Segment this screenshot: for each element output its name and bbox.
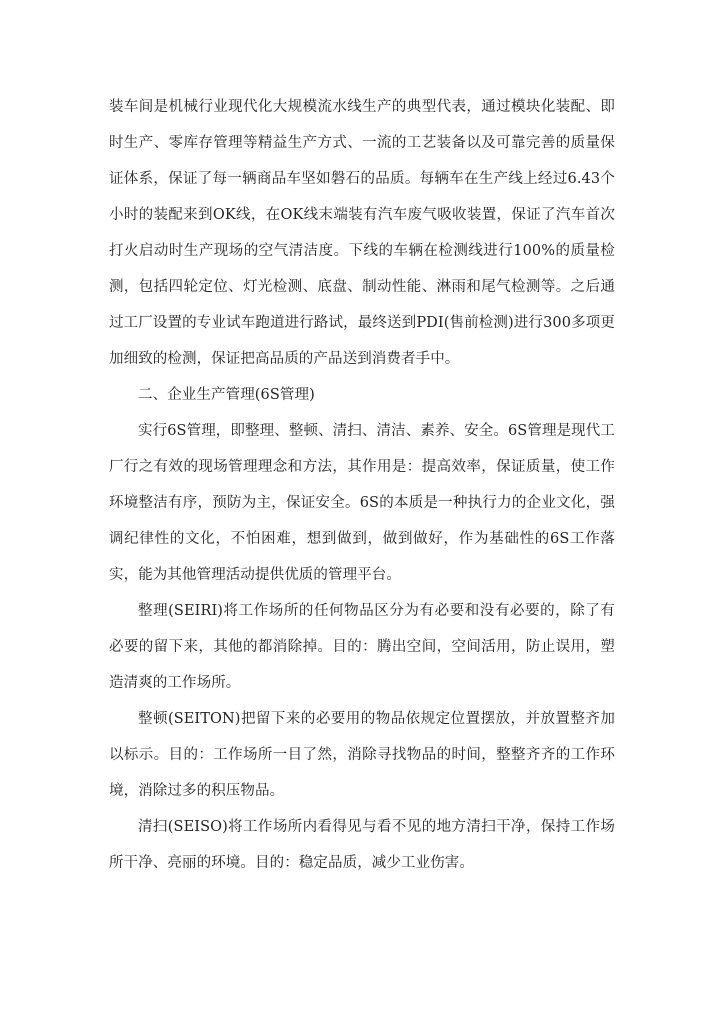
- paragraph-6s-overview: 实行6S管理，即整理、整顿、清扫、清洁、素养、安全。6S管理是现代工厂行之有效的现场管理理念和方法，其作用是：提高效率，保证质量，使工作环境整洁有序，预防为主，保证安全。6S的本质是一种执行力的企业文化，强调纪律性的文化，不怕困难，想到做到，做到做好，作为基础性的6S工作落实，能为其他管理活动提供优质的管理平台。: [109, 423, 615, 583]
- section-heading-6s-management: 二、企业生产管理(6S管理): [138, 387, 315, 403]
- paragraph-seiso: 清扫(SEISO)将工作场所内看得见与看不见的地方清扫干净，保持工作场所干净、亮丽的环境。目的：稳定品质，减少工业伤害。: [109, 819, 615, 871]
- paragraph-seiri: 整理(SEIRI)将工作场所的任何物品区分为有必要和没有必要的，除了有必要的留下来，其他的都消除掉。目的：腾出空间，空间活用，防止误用，塑造清爽的工作场所。: [109, 603, 615, 691]
- paragraph-seiton: 整顿(SEITON)把留下来的必要用的物品依规定位置摆放，并放置整齐加以标示。目的：工作场所一目了然，消除寻找物品的时间，整整齐齐的工作环境，消除过多的积压物品。: [109, 711, 615, 799]
- paragraph-assembly-workshop: 装车间是机械行业现代化大规模流水线生产的典型代表，通过模块化装配、即时生产、零库存管理等精益生产方式、一流的工艺装备以及可靠完善的质量保证体系，保证了每一辆商品车坚如磐石的品质。每辆车在生产线上经过6.43个小时的装配来到OK线，在OK线末端装有汽车废气吸收装置，保证了汽车首次打火启动时生产现场的空气清洁度。下线的车辆在检测线进行100%的质量检测，包括四轮定位、灯光检测、底盘、制动性能、淋雨和尾气检测等。之后通过工厂设置的专业试车跑道进行路试，最终送到PDI(售前检测)进行300多项更加细致的检测，保证把高品质的产品送到消费者手中。: [109, 99, 615, 367]
- document-body: [109, 89, 615, 881]
